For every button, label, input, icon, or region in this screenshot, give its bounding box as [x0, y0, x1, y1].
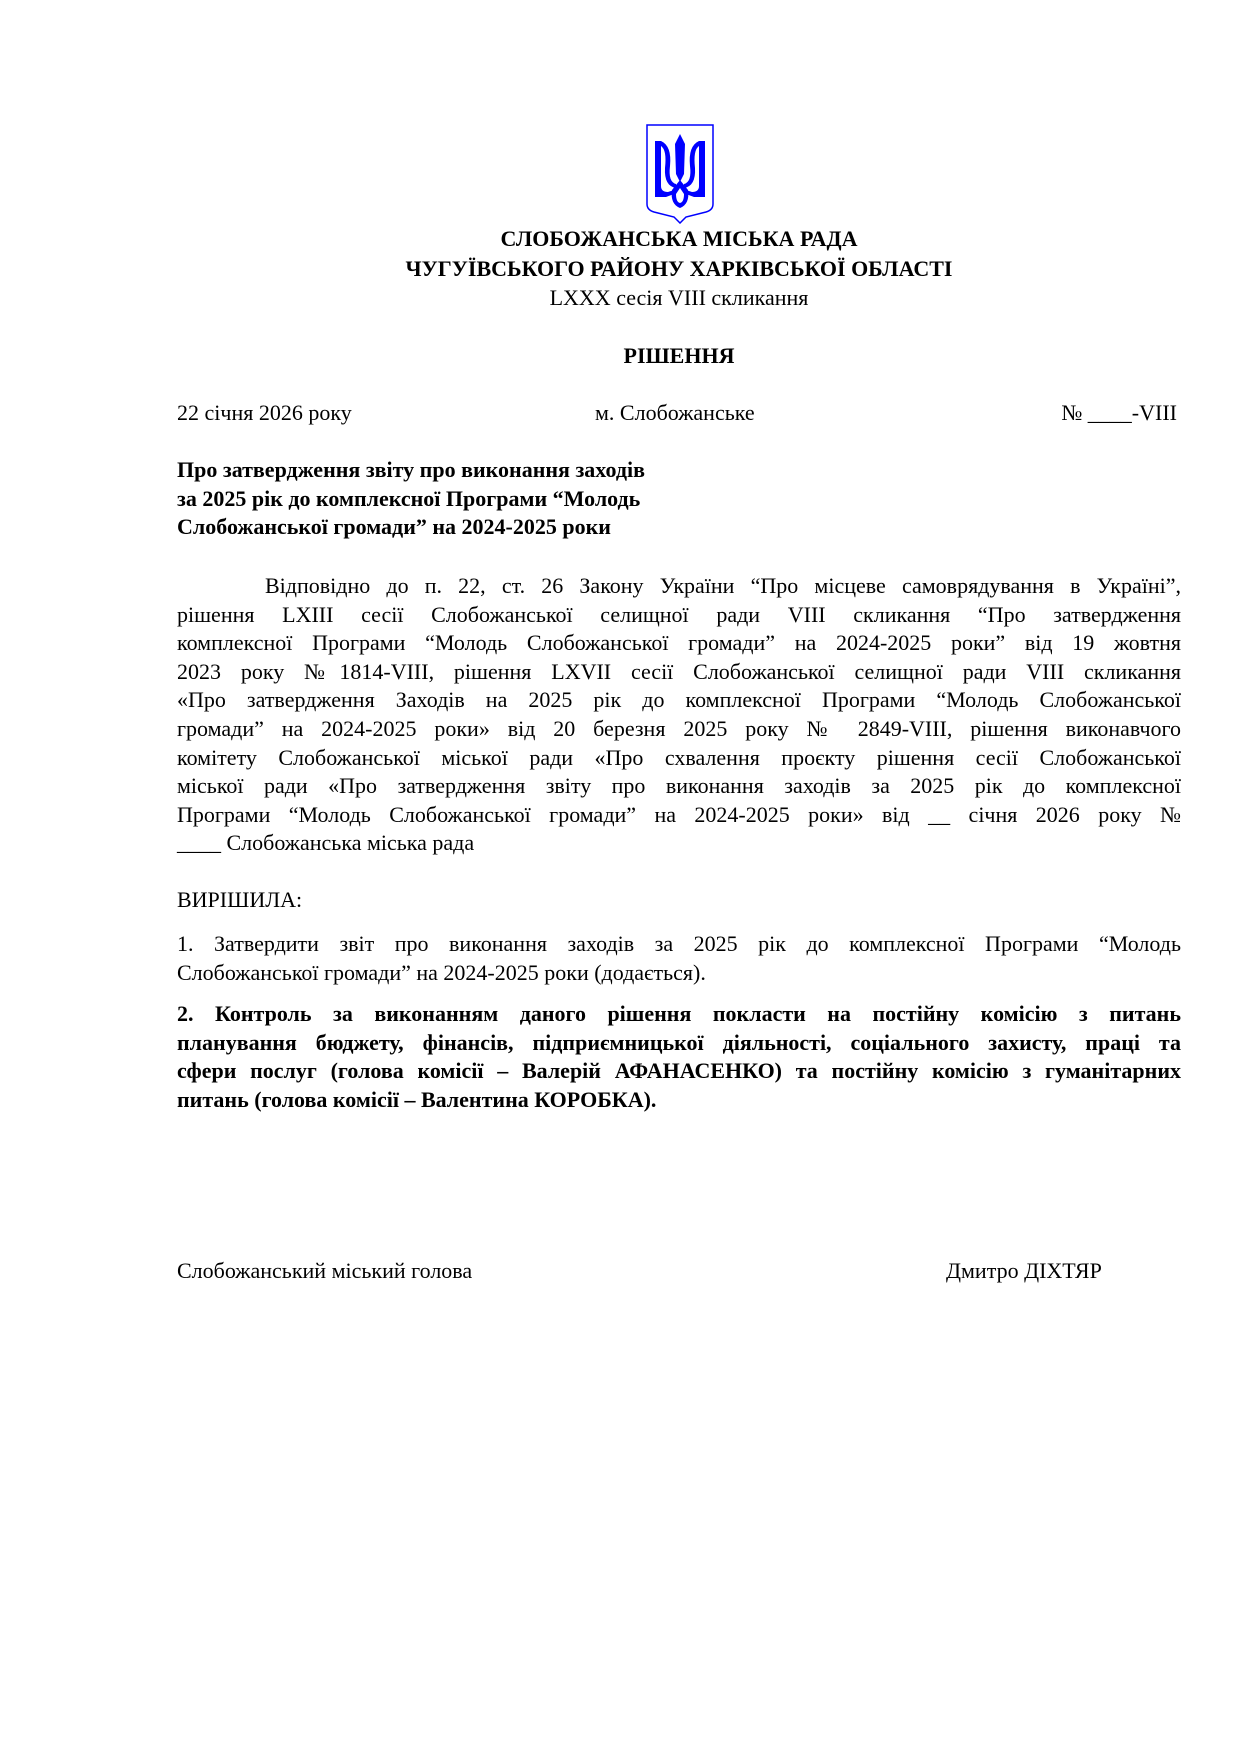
item-line: планування бюджету, фінансів, підприємницької діяльності, соціального захисту, праці та: [177, 1029, 1181, 1055]
preamble-line: міської ради «Про затвердження звіту про виконання заходів за 2025 рік до комплексної: [177, 773, 1181, 799]
subject-line: Про затвердження звіту про виконання заходів: [177, 457, 645, 482]
preamble: [177, 572, 1181, 858]
item-line: 2. Контроль за виконанням даного рішення покласти на постійну комісію з питань: [177, 1001, 1181, 1026]
decision-date: 22 січня 2026 року: [177, 400, 352, 425]
decision-item-2: [177, 1000, 1181, 1114]
item-line: сфери послуг (голова комісії – Валерій АФАНАСЕНКО) та постійну комісію з гуманітарних: [177, 1058, 1181, 1084]
subject-line: Слобожанської громади” на 2024-2025 роки: [177, 514, 611, 540]
decided-heading: ВИРІШИЛА:: [177, 887, 303, 912]
decision-number: № ____-VIII: [1061, 400, 1177, 425]
preamble-line: комітету Слобожанської міської ради «Про схвалення проєкту рішення сесії Слобожанської: [177, 744, 1181, 770]
district-name: ЧУГУЇВСЬКОГО РАЙОНУ ХАРКІВСЬКОЇ ОБЛАСТІ: [405, 256, 953, 281]
preamble-line: Відповідно до п. 22, ст. 26 Закону України “Про місцеве самоврядування в Україні”,: [265, 573, 1181, 598]
item-line: питань (голова комісії – Валентина КОРОБКА).: [177, 1086, 657, 1112]
preamble-line: рішення LXIII сесії Слобожанської селищної ради VIII скликання “Про затвердження: [177, 601, 1181, 627]
item-line: 1. Затвердити звіт про виконання заходів за 2025 рік до комплексної Програми “Молодь: [177, 931, 1181, 956]
signature-position: Слобожанський міський голова: [177, 1258, 473, 1283]
signature-name: Дмитро ДІХТЯР: [946, 1258, 1102, 1283]
preamble-line: «Про затвердження Заходів на 2025 рік до комплексної Програми “Молодь Слобожанської: [177, 687, 1181, 713]
preamble-line: Програми “Молодь Слобожанської громади” на 2024-2025 роки» від __ січня 2026 року №: [177, 801, 1181, 827]
preamble-line: ____ Слобожанська міська рада: [177, 830, 475, 856]
item-line: Слобожанської громади” на 2024-2025 роки (додається).: [177, 959, 706, 985]
document-type: РІШЕННЯ: [623, 343, 735, 368]
decision-place: м. Слобожанське: [595, 400, 755, 425]
preamble-line: громади” на 2024-2025 роки» від 20 березня 2025 року № 2849-VIII, рішення виконавчого: [177, 715, 1181, 741]
subject-line: за 2025 рік до комплексної Програми “Молодь: [177, 485, 641, 511]
preamble-line: комплексної Програми “Молодь Слобожанської громади” на 2024-2025 роки” від 19 жовтня: [177, 630, 1181, 656]
preamble-line: 2023 року №1814-VIII, рішення LXVII сесії Слобожанської селищної ради VIII скликання: [177, 658, 1181, 684]
council-name: СЛОБОЖАНСЬКА МІСЬКА РАДА: [500, 226, 858, 251]
session-label: LXXX сесія VIII скликання: [549, 285, 809, 310]
decision-item-1: [177, 930, 1181, 987]
decision-subject: [177, 456, 645, 542]
coat-of-arms-icon: [646, 124, 714, 224]
